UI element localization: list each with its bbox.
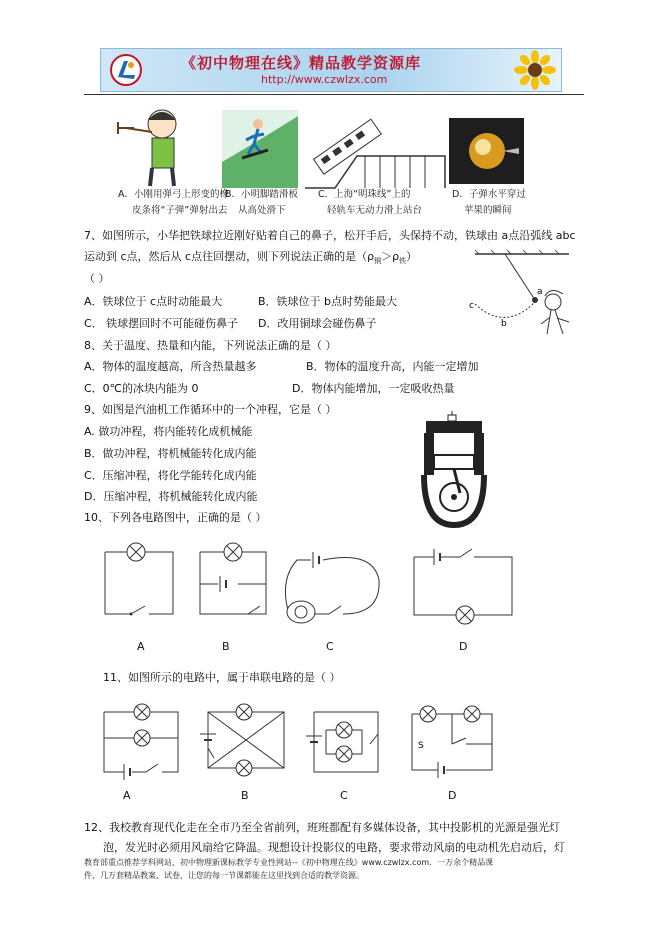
- picture-d-caption-1: D．子弹水平穿过: [452, 189, 526, 200]
- site-banner: [100, 48, 562, 92]
- q10-label-b: B: [222, 640, 230, 653]
- bullet-apple-picture: [449, 118, 524, 184]
- q8-option-b: B．物体的温度升高，内能一定增加: [306, 360, 479, 373]
- q11-circuit-d: [410, 704, 494, 780]
- q9-option-d: D．压缩冲程，将机械能转化成内能: [84, 490, 258, 503]
- q10-circuit-c: [283, 540, 383, 625]
- q12-line1: 12、我校教育现代化走在全市乃至全省前列，班班都配有多媒体设备，其中投影机的光源是强光灯: [84, 821, 560, 834]
- picture-c-caption-1: C．上海“明珠线”上的: [318, 189, 411, 200]
- q11-circuit-b: [200, 704, 286, 778]
- q8-option-d: D．物体内能增加，一定吸收热量: [292, 382, 455, 395]
- picture-c-caption-2: 轻轨车无动力滑上站台: [327, 205, 423, 216]
- banner-url[interactable]: http://www.czwlzx.com: [261, 73, 388, 86]
- q11-stem: 11、如图所示的电路中，属于串联电路的是（ ）: [103, 671, 341, 684]
- q7-option-c: C． 铁球摆回时不可能碰伤鼻子: [84, 317, 239, 330]
- picture-a-caption-2: 皮条将“子弹”弹射出去: [132, 205, 228, 216]
- header-rule: [84, 94, 584, 95]
- q10-label-c: C: [326, 640, 334, 653]
- q7-stem-pre: 运动到 c点，然后从 c点往回摆动，则下列说法正确的是（ρ: [84, 250, 375, 263]
- q7-stem-post: ）: [406, 250, 418, 263]
- q11-label-d: D: [448, 789, 457, 802]
- footer-line2: 件、几万套精品教案、试卷，让您的每一节课都能在这里找到合适的教学资源。: [84, 871, 364, 880]
- q8-option-c: C．0℃的冰块内能为 0: [84, 382, 199, 395]
- q7-stem-line2: [84, 250, 417, 268]
- pendulum-label-b: b: [501, 319, 507, 329]
- footer-line1: 教育部重点推荐学科网站、初中物理新课标教学专业性网站--《初中物理在线》www.czwlzx.com．一万余个精品课: [84, 858, 494, 867]
- q11-label-c: C: [340, 789, 348, 802]
- skateboard-picture: [222, 110, 298, 188]
- q7-stem-mid: ＞ρ: [381, 250, 400, 263]
- q8-option-a: A．物体的温度越高，所含热量越多: [84, 360, 257, 373]
- q7-option-a: A．铁球位于 c点时动能最大: [84, 295, 223, 308]
- q12-line2: 泡，发光时必须用风扇给它降温。现想设计投影仪的电路，要求带动风扇的电动机先启动后，灯: [103, 841, 565, 854]
- picture-a-caption-1: A．小刚用弹弓上形变的橡: [118, 189, 229, 200]
- q7-sub-iron: 铁: [399, 257, 407, 266]
- q9-option-b: B．做功冲程，将机械能转化成内能: [84, 447, 257, 460]
- q7-answer-blank: （ ）: [84, 272, 110, 285]
- slingshot-boy-picture: [112, 102, 198, 188]
- q11-circuit-a: [102, 702, 180, 780]
- picture-b-caption-1: B．小明脚踏滑板: [225, 189, 299, 200]
- picture-d-caption-2: 苹果的瞬间: [464, 205, 512, 216]
- sunflower-icon: [515, 51, 555, 89]
- pendulum-figure: [465, 250, 585, 340]
- q10-stem: 10、下列各电路图中，正确的是（ ）: [84, 511, 267, 524]
- light-rail-picture: [305, 112, 445, 192]
- banner-title: 《初中物理在线》精品教学资源库: [181, 54, 422, 72]
- q7-option-d: D．改用铜球会碰伤鼻子: [258, 317, 377, 330]
- pendulum-label-c: c: [469, 301, 474, 311]
- engine-cylinder-figure: [420, 415, 488, 527]
- q11-label-b: B: [241, 789, 249, 802]
- q10-circuit-b: [198, 540, 268, 615]
- q10-label-d: D: [459, 640, 468, 653]
- q10-circuit-a: [103, 540, 175, 615]
- picture-b-caption-2: 从高处滑下: [238, 205, 286, 216]
- q10-circuit-d: [412, 545, 514, 617]
- q7-sub-copper: 铜: [374, 257, 382, 266]
- q11-switch-label-s: S: [418, 741, 424, 751]
- q8-stem: 8、关于温度、热量和内能，下列说法正确的是（ ）: [84, 339, 337, 352]
- q7-stem-line1: 7、如图所示，小华把铁球拉近刚好贴着自己的鼻子，松开手后，头保持不动，铁球由 a点沿弧线 abc: [84, 229, 576, 242]
- q10-label-a: A: [137, 640, 145, 653]
- q9-stem: 9、如图是汽油机工作循环中的一个冲程，它是（ ）: [84, 403, 337, 416]
- q11-circuit-c: [306, 706, 386, 778]
- pendulum-label-a: a: [537, 287, 543, 297]
- q9-option-a: A. 做功冲程，将内能转化成机械能: [84, 425, 253, 438]
- site-logo-icon: [109, 53, 143, 87]
- q7-option-b: B．铁球位于 b点时势能最大: [258, 295, 398, 308]
- q9-option-c: C．压缩冲程，将化学能转化成内能: [84, 469, 257, 482]
- q11-label-a: A: [123, 789, 131, 802]
